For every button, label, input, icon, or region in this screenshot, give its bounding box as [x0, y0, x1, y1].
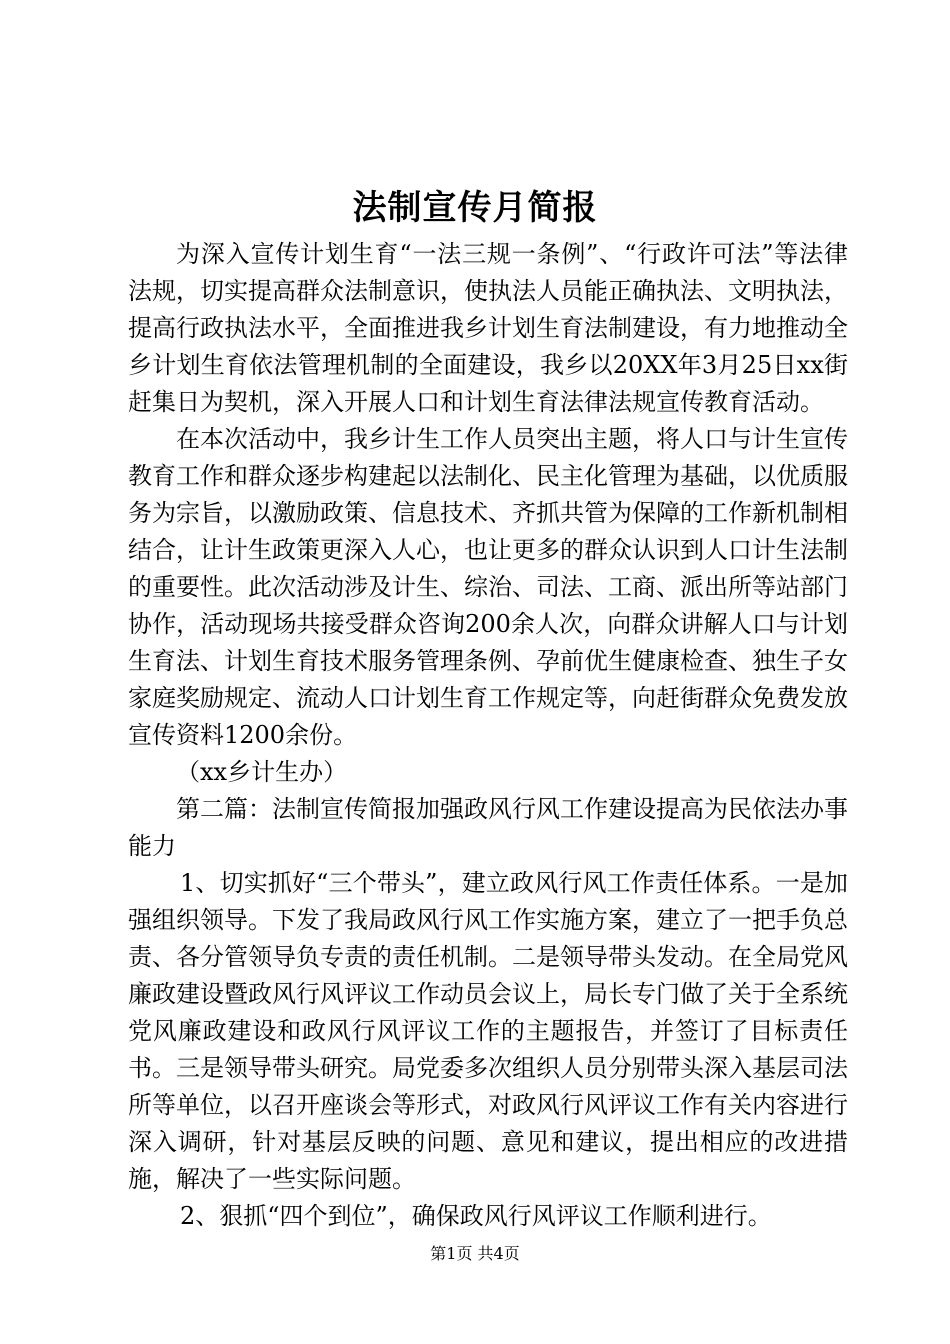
paragraph-point-two: 2、狠抓“四个到位”，确保政风行风评议工作顺利进行。: [180, 1202, 772, 1230]
document-body: [128, 236, 848, 1235]
page-footer: 第1页 共4页: [430, 1244, 520, 1263]
paragraph-signature: （xx乡计生办）: [176, 758, 348, 786]
document-title: 法制宣传月简报: [352, 188, 598, 228]
paragraph-second-title: 第二篇：法制宣传简报加强政风行风工作建设提高为民依法办事能力: [128, 795, 848, 860]
paragraph-activity: 在本次活动中，我乡计生工作人员突出主题，将人口与计生宣传教育工作和群众逐步构建起以法制化、民主化管理为基础，以优质服务为宗旨，以激励政策、信息技术、齐抓共管为保障的工作新机制相结合，让计生政策更深入人心，也让更多的群众认识到人口计生法制的重要性。此次活动涉及计生、综治、司法、工商、派出所等站部门协作，活动现场共接受群众咨询200余人次，向群众讲解人口与计划生育法、计划生育技术服务管理条例、孕前优生健康检查、独生子女家庭奖励规定、流动人口计划生育工作规定等，向赶街群众免费发放宣传资料1200余份。: [128, 425, 848, 749]
paragraph-point-one: 1、切实抓好“三个带头”，建立政风行风工作责任体系。一是加强组织领导。下发了我局政风行风工作实施方案，建立了一把手负总责、各分管领导负专责的责任机制。二是领导带头发动。在全局党风廉政建设暨政风行风评议工作动员会议上，局长专门做了关于全系统党风廉政建设和政风行风评议工作的主题报告，并签订了目标责任书。三是领导带头研究。局党委多次组织人员分别带头深入基层司法所等单位，以召开座谈会等形式，对政风行风评议工作有关内容进行深入调研，针对基层反映的问题、意见和建议，提出相应的改进措施，解决了一些实际问题。: [128, 869, 848, 1193]
paragraph-intro: 为深入宣传计划生育“一法三规一条例”、“行政许可法”等法律法规，切实提高群众法制意识，使执法人员能正确执法、文明执法，提高行政执法水平，全面推进我乡计划生育法制建设，有力地推动全乡计划生育依法管理机制的全面建设，我乡以20XX年3月25日xx街赶集日为契机，深入开展人口和计划生育法律法规宣传教育活动。: [128, 240, 848, 416]
